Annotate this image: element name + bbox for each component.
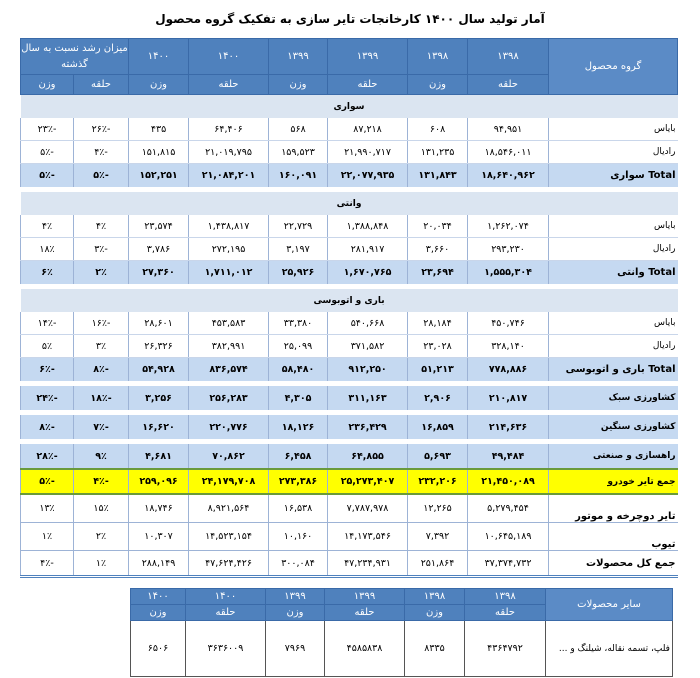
value-cell: ۱۶,۶۲۰ xyxy=(129,415,189,439)
value-cell: ۴٪ xyxy=(21,215,74,238)
row-label: رادیال xyxy=(549,141,678,164)
year-header: ۱۳۹۹ xyxy=(266,589,325,605)
section-header-row xyxy=(21,289,678,312)
value-cell: ۱۳۱,۲۳۵ xyxy=(408,141,468,164)
row-label: جمع کل محصولات xyxy=(549,551,678,577)
table-row xyxy=(21,164,678,188)
value-cell: ۶۵۰۶ xyxy=(131,621,186,677)
value-cell: ۳,۷۸۶ xyxy=(129,238,189,261)
row-label: Total باری و اتوبوسی xyxy=(549,358,678,382)
section-title: وانتی xyxy=(21,192,678,215)
value-cell: ۱٪ xyxy=(21,523,74,551)
value-cell: ۱۰,۶۴۵,۱۸۹ xyxy=(468,523,549,551)
value-cell: ۱۸,۶۴۰,۹۶۲ xyxy=(468,164,549,188)
year-header: ۱۳۹۸ xyxy=(465,589,546,605)
value-cell: ۱۸,۱۲۶ xyxy=(269,415,328,439)
value-cell: ۲٪ xyxy=(74,523,129,551)
value-cell: ۷۹۶۹ xyxy=(266,621,325,677)
value-cell: ۳۳,۳۸۰ xyxy=(269,312,328,335)
row-label: راهسازی و صنعتی xyxy=(549,444,678,469)
value-cell: ۲۲,۷۲۹ xyxy=(269,215,328,238)
table-row xyxy=(131,621,673,677)
value-cell: ۲,۹۰۶ xyxy=(408,386,468,410)
value-cell: ۲۵۹,۰۹۶ xyxy=(129,469,189,494)
table-row xyxy=(21,261,678,285)
value-cell: ۲۸,۱۸۴ xyxy=(408,312,468,335)
page-title: آمار تولید سال ۱۴۰۰ کارخانجات تایر سازی به تفکیک گروه محصول xyxy=(155,12,545,26)
value-cell: ۲۳۲,۲۰۶ xyxy=(408,469,468,494)
value-cell: ۵۴,۹۲۸ xyxy=(129,358,189,382)
subheader-cell: وزن xyxy=(129,75,189,95)
subheader-cell: حلقه xyxy=(465,605,546,621)
value-cell: ۱۰,۳۰۷ xyxy=(129,523,189,551)
value-cell: ۵۱,۲۱۳ xyxy=(408,358,468,382)
value-cell: -۲۴٪ xyxy=(21,386,74,410)
section-title: باری و اتوبوسی xyxy=(21,289,678,312)
value-cell: ۲۷۳,۳۸۶ xyxy=(269,469,328,494)
value-cell: ۱,۷۱۱,۰۱۲ xyxy=(189,261,269,285)
table-row xyxy=(21,494,678,523)
value-cell: -۴٪ xyxy=(74,469,129,494)
value-cell: -۱۶٪ xyxy=(74,312,129,335)
value-cell: ۸,۹۲۱,۵۶۴ xyxy=(189,494,269,523)
other-products-table xyxy=(130,588,673,677)
row-label: بایاس xyxy=(549,312,678,335)
value-cell: ۲۴,۱۷۹,۷۰۸ xyxy=(189,469,269,494)
group-header: گروه محصول xyxy=(549,39,678,95)
value-cell: ۲۶,۳۲۶ xyxy=(129,335,189,358)
value-cell: ۱۶۰,۰۹۱ xyxy=(269,164,328,188)
value-cell: ۶۴,۴۰۶ xyxy=(189,118,269,141)
subheader-cell: حلقه xyxy=(74,75,129,95)
value-cell: ۲۵,۰۹۹ xyxy=(269,335,328,358)
row-label: Total سواری xyxy=(549,164,678,188)
value-cell: ۳۸۲,۹۹۱ xyxy=(189,335,269,358)
value-cell: ۲۱۰,۸۱۷ xyxy=(468,386,549,410)
production-table xyxy=(20,38,678,578)
year-header: ۱۴۰۰ xyxy=(186,589,266,605)
subheader-cell: حلقه xyxy=(325,605,405,621)
value-cell: ۲۳,۵۷۴ xyxy=(129,215,189,238)
value-cell: ۱۶,۸۵۹ xyxy=(408,415,468,439)
value-cell: ۲۱,۴۵۰,۰۸۹ xyxy=(468,469,549,494)
subheader-cell: وزن xyxy=(266,605,325,621)
value-cell: -۷٪ xyxy=(74,415,129,439)
value-cell: -۸٪ xyxy=(21,415,74,439)
value-cell: -۴٪ xyxy=(74,141,129,164)
value-cell: ۲۸۸,۱۴۹ xyxy=(129,551,189,577)
value-cell: ۲٪ xyxy=(74,261,129,285)
subheader-cell: وزن xyxy=(269,75,328,95)
value-cell: ۶۴,۸۵۵ xyxy=(328,444,408,469)
table-row xyxy=(21,215,678,238)
value-cell: ۸۳۳۵ xyxy=(405,621,465,677)
value-cell: ۱۶,۵۳۸ xyxy=(269,494,328,523)
table-row xyxy=(21,238,678,261)
value-cell: -۵٪ xyxy=(21,164,74,188)
value-cell: ۱,۳۸۸,۸۴۸ xyxy=(328,215,408,238)
value-cell: -۱۸٪ xyxy=(74,386,129,410)
value-cell: ۱۳٪ xyxy=(21,494,74,523)
value-cell: ۳۲۸,۱۴۰ xyxy=(468,335,549,358)
value-cell: ۱۲,۲۶۵ xyxy=(408,494,468,523)
value-cell: ۶٪ xyxy=(21,261,74,285)
year-header: ۱۴۰۰ xyxy=(129,39,189,75)
value-cell: ۳۷۱,۵۸۲ xyxy=(328,335,408,358)
value-cell: ۶۰۸ xyxy=(408,118,468,141)
value-cell: ۲۸۱,۹۱۷ xyxy=(328,238,408,261)
year-header: ۱۳۹۹ xyxy=(325,589,405,605)
row-label: رادیال xyxy=(549,238,678,261)
value-cell: ۴۷,۲۳۴,۹۳۱ xyxy=(328,551,408,577)
value-cell: ۳۱۱,۱۶۳ xyxy=(328,386,408,410)
value-cell: -۶٪ xyxy=(21,358,74,382)
row-label: Total وانتی xyxy=(549,261,678,285)
table-row xyxy=(21,523,678,551)
year-header: ۱۴۰۰ xyxy=(131,589,186,605)
section-header-row xyxy=(21,95,678,119)
value-cell: ۴۵۸۵۸۳۸ xyxy=(325,621,405,677)
value-cell: ۴٪ xyxy=(74,215,129,238)
other-group-header: سایر محصولات xyxy=(546,589,673,621)
row-label: تایر دوچرخه و موتور xyxy=(549,494,678,523)
table-row xyxy=(21,551,678,577)
value-cell: ۲۵,۲۷۳,۴۰۷ xyxy=(328,469,408,494)
year-header: ۱۳۹۸ xyxy=(405,589,465,605)
value-cell: -۵٪ xyxy=(74,164,129,188)
table-row xyxy=(21,386,678,410)
value-cell: -۳٪ xyxy=(74,238,129,261)
subheader-cell: وزن xyxy=(408,75,468,95)
row-label: کشاورزی سبک xyxy=(549,386,678,410)
value-cell: -۴٪ xyxy=(21,551,74,577)
value-cell: ۴,۶۸۱ xyxy=(129,444,189,469)
value-cell: ۴۵۳,۵۸۳ xyxy=(189,312,269,335)
subheader-cell: وزن xyxy=(131,605,186,621)
year-header: ۱۳۹۹ xyxy=(328,39,408,75)
value-cell: ۳,۶۶۰ xyxy=(408,238,468,261)
value-cell: ۱,۵۵۵,۳۰۴ xyxy=(468,261,549,285)
subheader-cell: حلقه xyxy=(468,75,549,95)
row-label: رادیال xyxy=(549,335,678,358)
subheader-cell: حلقه xyxy=(189,75,269,95)
value-cell: ۱۴,۱۷۳,۵۴۶ xyxy=(328,523,408,551)
value-cell: ۴,۳۰۵ xyxy=(269,386,328,410)
value-cell: ۱,۶۷۰,۷۶۵ xyxy=(328,261,408,285)
value-cell: ۲۳,۶۹۴ xyxy=(408,261,468,285)
section-header-row xyxy=(21,192,678,215)
value-cell: ۲۲,۰۷۷,۹۳۵ xyxy=(328,164,408,188)
value-cell: ۱,۲۶۲,۰۷۴ xyxy=(468,215,549,238)
value-cell: ۱۵۲,۲۵۱ xyxy=(129,164,189,188)
value-cell: ۲۵۶,۲۸۳ xyxy=(189,386,269,410)
value-cell: ۹۱۲,۲۵۰ xyxy=(328,358,408,382)
row-label: کشاورزی سنگین xyxy=(549,415,678,439)
row-label: فلپ، تسمه نقاله، شیلنگ و ... xyxy=(546,621,673,677)
value-cell: ۳٪ xyxy=(74,335,129,358)
subheader-cell: وزن xyxy=(405,605,465,621)
value-cell: ۸۳۶,۵۷۴ xyxy=(189,358,269,382)
table-row xyxy=(21,358,678,382)
value-cell: ۲۱۴,۶۳۶ xyxy=(468,415,549,439)
value-cell: ۲۱,۹۹۰,۷۱۷ xyxy=(328,141,408,164)
value-cell: ۷,۷۸۷,۹۷۸ xyxy=(328,494,408,523)
value-cell: ۱۵٪ xyxy=(74,494,129,523)
row-label: جمع تایر خودرو xyxy=(549,469,678,494)
value-cell: ۳,۲۵۶ xyxy=(129,386,189,410)
value-cell: -۲۳٪ xyxy=(21,118,74,141)
value-cell: ۲۵,۹۲۶ xyxy=(269,261,328,285)
value-cell: ۴۹,۴۸۴ xyxy=(468,444,549,469)
value-cell: ۲۰,۰۳۴ xyxy=(408,215,468,238)
value-cell: ۵۶۸ xyxy=(269,118,328,141)
value-cell: ۴۳۵ xyxy=(129,118,189,141)
value-cell: ۴۳۶۴۷۹۲ xyxy=(465,621,546,677)
table-row xyxy=(21,415,678,439)
value-cell: ۱۵۹,۵۲۳ xyxy=(269,141,328,164)
value-cell: ۱۴,۵۲۳,۱۵۴ xyxy=(189,523,269,551)
value-cell: ۵٪ xyxy=(21,335,74,358)
value-cell: ۲۷,۳۶۰ xyxy=(129,261,189,285)
value-cell: ۵۸,۴۸۰ xyxy=(269,358,328,382)
year-header: ۱۴۰۰ xyxy=(189,39,269,75)
value-cell: ۱۰,۱۶۰ xyxy=(269,523,328,551)
value-cell: ۶,۴۵۸ xyxy=(269,444,328,469)
row-label: بایاس xyxy=(549,215,678,238)
value-cell: -۱۴٪ xyxy=(21,312,74,335)
value-cell: -۵٪ xyxy=(21,469,74,494)
value-cell: ۳۰۰,۰۸۴ xyxy=(269,551,328,577)
value-cell: ۱۸٪ xyxy=(21,238,74,261)
value-cell: ۲۱,۰۱۹,۷۹۵ xyxy=(189,141,269,164)
value-cell: ۸۷,۲۱۸ xyxy=(328,118,408,141)
value-cell: ۷۰,۸۶۲ xyxy=(189,444,269,469)
value-cell: ۲۹۳,۲۳۰ xyxy=(468,238,549,261)
value-cell: ۲۵۱,۸۶۴ xyxy=(408,551,468,577)
value-cell: ۲۲۰,۷۷۶ xyxy=(189,415,269,439)
value-cell: ۵,۲۷۹,۴۵۴ xyxy=(468,494,549,523)
table-row xyxy=(21,312,678,335)
value-cell: ۹٪ xyxy=(74,444,129,469)
subheader-cell: حلقه xyxy=(328,75,408,95)
value-cell: ۴۷,۶۲۴,۴۲۶ xyxy=(189,551,269,577)
value-cell: -۵٪ xyxy=(21,141,74,164)
year-header: ۱۳۹۸ xyxy=(468,39,549,75)
table-row xyxy=(21,118,678,141)
subheader-cell: حلقه xyxy=(186,605,266,621)
value-cell: ۲۸,۶۰۱ xyxy=(129,312,189,335)
value-cell: ۴۵۰,۷۴۶ xyxy=(468,312,549,335)
value-cell: ۷,۳۹۲ xyxy=(408,523,468,551)
growth-header: میزان رشد نسبت به سال گذشته xyxy=(21,39,129,75)
table-row xyxy=(21,444,678,469)
row-label: بایاس xyxy=(549,118,678,141)
value-cell: ۱۸,۵۴۶,۰۱۱ xyxy=(468,141,549,164)
table-row xyxy=(21,335,678,358)
table-row xyxy=(21,469,678,494)
value-cell: ۷۷۸,۸۸۶ xyxy=(468,358,549,382)
value-cell: ۲۱,۰۸۴,۲۰۱ xyxy=(189,164,269,188)
value-cell: ۵,۶۹۳ xyxy=(408,444,468,469)
value-cell: -۸٪ xyxy=(74,358,129,382)
value-cell: ۱۳۱,۸۴۳ xyxy=(408,164,468,188)
value-cell: ۵۴۰,۶۶۸ xyxy=(328,312,408,335)
value-cell: ۳,۱۹۷ xyxy=(269,238,328,261)
section-title: سواری xyxy=(21,95,678,119)
year-header: ۱۳۹۸ xyxy=(408,39,468,75)
table-row xyxy=(21,141,678,164)
value-cell: ۱۵۱,۸۱۵ xyxy=(129,141,189,164)
value-cell: ۲۷۲,۱۹۵ xyxy=(189,238,269,261)
value-cell: ۱,۴۳۸,۸۱۷ xyxy=(189,215,269,238)
value-cell: ۱٪ xyxy=(74,551,129,577)
value-cell: ۳۷,۳۷۴,۷۳۲ xyxy=(468,551,549,577)
value-cell: ۲۳۶,۴۲۹ xyxy=(328,415,408,439)
value-cell: ۹۴,۹۵۱ xyxy=(468,118,549,141)
row-label: تیوب xyxy=(549,523,678,551)
value-cell: ۱۸,۷۴۶ xyxy=(129,494,189,523)
subheader-cell: وزن xyxy=(21,75,74,95)
value-cell: -۲۸٪ xyxy=(21,444,74,469)
value-cell: ۳۶۳۶۰۰۹ xyxy=(186,621,266,677)
value-cell: ۲۳,۰۲۸ xyxy=(408,335,468,358)
value-cell: -۲۶٪ xyxy=(74,118,129,141)
year-header: ۱۳۹۹ xyxy=(269,39,328,75)
